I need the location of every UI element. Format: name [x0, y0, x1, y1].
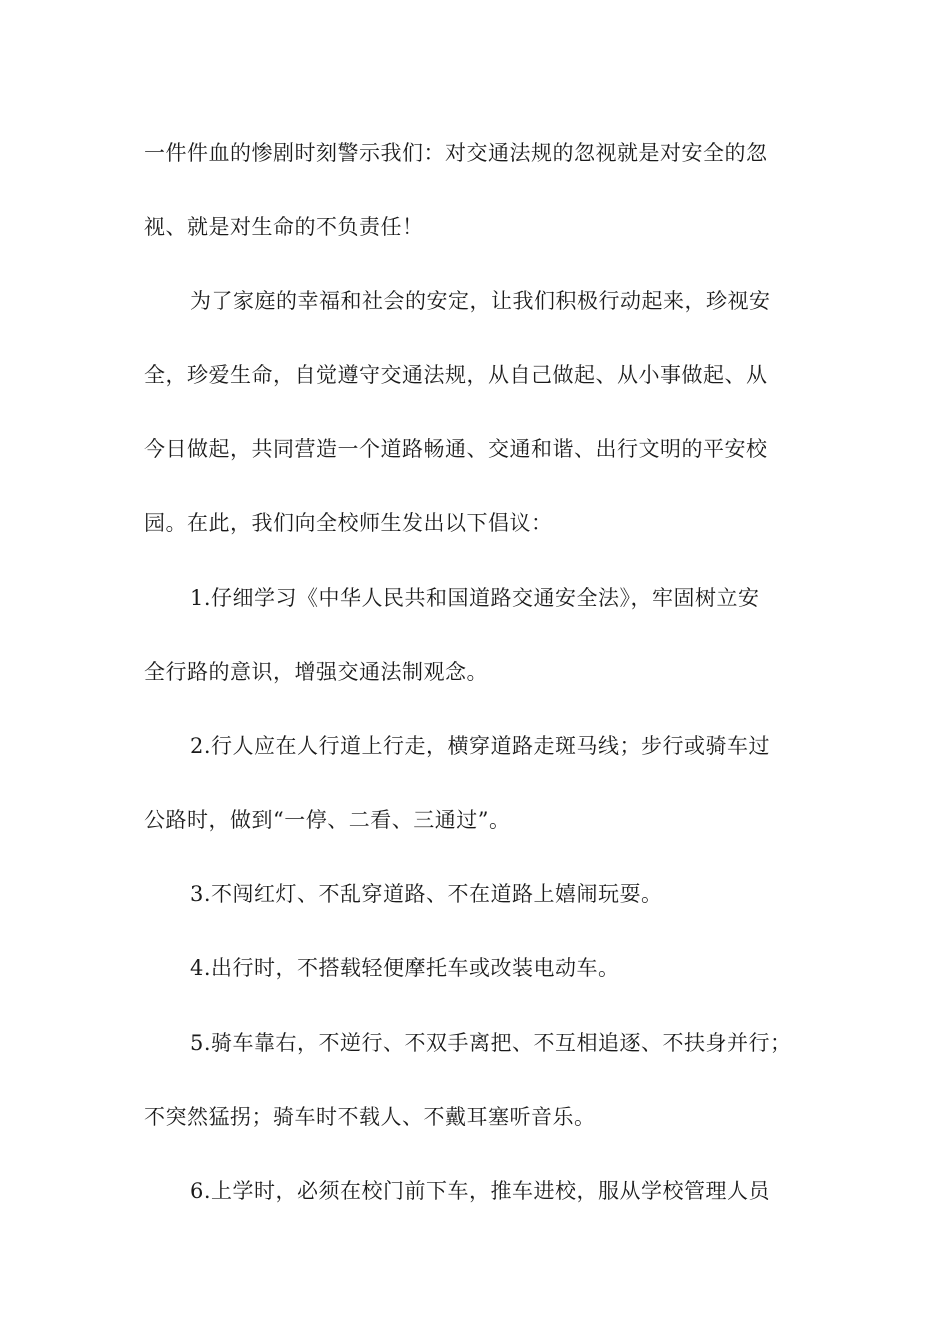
text-line: 全，珍爱生命，自觉遵守交通法规，从自己做起、从小事做起、从: [144, 363, 768, 387]
text-line: 不突然猛拐；骑车时不载人、不戴耳塞听音乐。: [144, 1105, 596, 1129]
text-line: 园。在此，我们向全校师生发出以下倡议：: [144, 511, 553, 535]
text-line: 视、就是对生命的不负责任！: [144, 215, 424, 239]
list-item-1: 1.仔细学习《中华人民共和国道路交通安全法》，牢固树立安: [190, 586, 760, 610]
list-item-4: 4.出行时，不搭载轻便摩托车或改装电动车。: [190, 956, 620, 980]
paragraph-first-line: 为了家庭的幸福和社会的安定，让我们积极行动起来，珍视安: [190, 289, 771, 313]
list-item-2: 2.行人应在人行道上行走，横穿道路走斑马线；步行或骑车过: [190, 734, 771, 758]
text-line: 公路时，做到“一停、二看、三通过”。: [144, 808, 511, 832]
text-line: 今日做起，共同营造一个道路畅通、交通和谐、出行文明的平安校: [144, 437, 768, 461]
list-item-6: 6.上学时，必须在校门前下车，推车进校，服从学校管理人员: [190, 1179, 771, 1203]
text-line: 全行路的意识，增强交通法制观念。: [144, 660, 488, 684]
list-item-5: 5.骑车靠右，不逆行、不双手离把、不互相追逐、不扶身并行；: [190, 1031, 792, 1055]
list-item-3: 3.不闯红灯、不乱穿道路、不在道路上嬉闹玩耍。: [190, 882, 663, 906]
text-line: 一件件血的惨剧时刻警示我们：对交通法规的忽视就是对安全的忽: [144, 141, 768, 165]
